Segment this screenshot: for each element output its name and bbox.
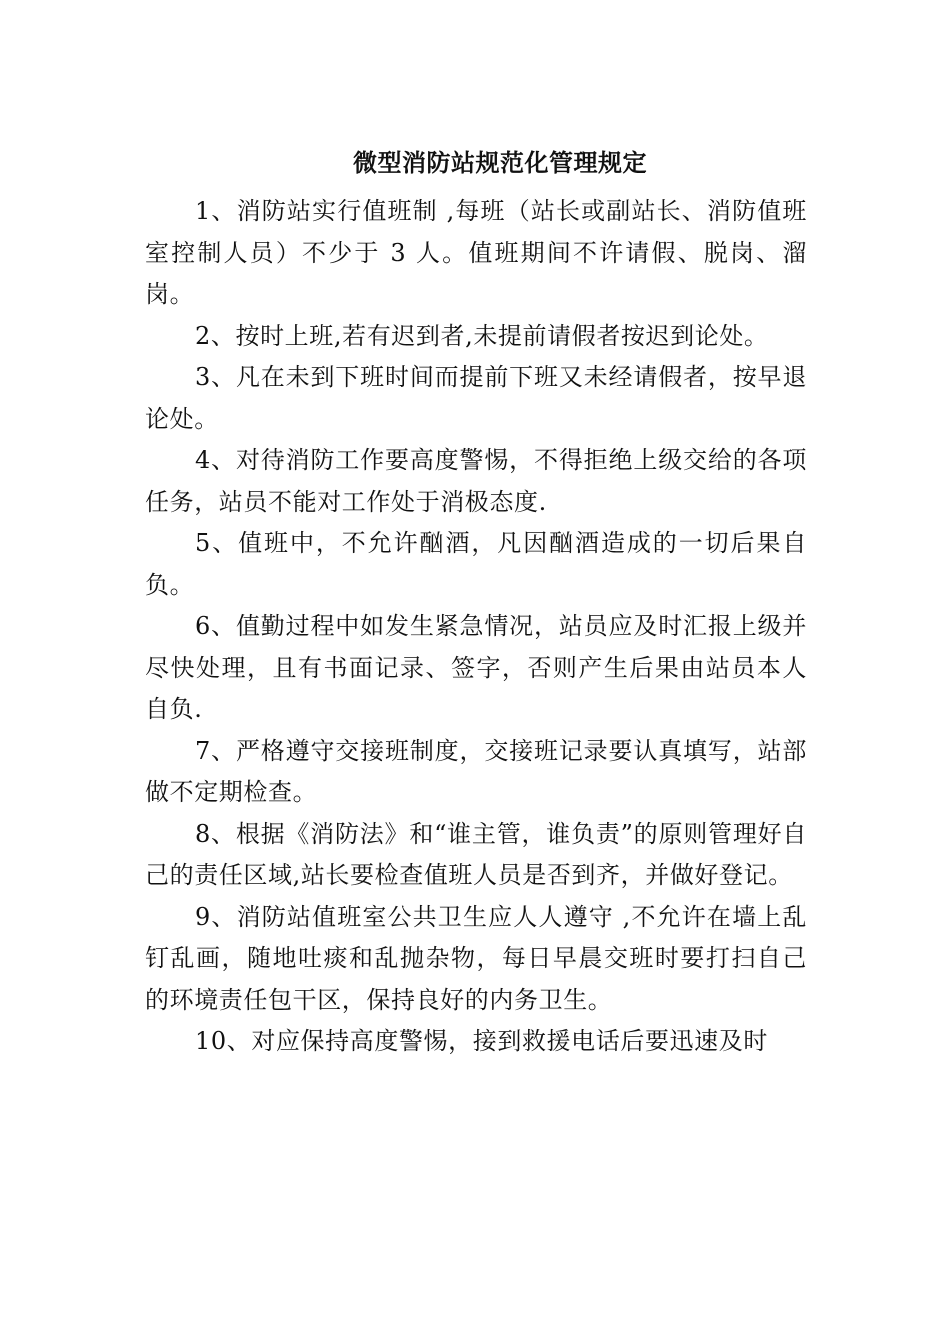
- paragraph-10: 10、对应保持高度警惕，接到救援电话后要迅速及时: [195, 1027, 768, 1055]
- document-title: 微型消防站规范化管理规定: [353, 148, 647, 177]
- paragraph-8: 8、根据《消防法》和“谁主管，谁负责”的原则管理好自己的责任区域,站长要检查值班人员是否到齐，并做好登记。: [145, 819, 807, 889]
- paragraph-7: 7、严格遵守交接班制度，交接班记录要认真填写，站部做不定期检查。: [145, 736, 807, 806]
- paragraph-2: 2、按时上班,若有迟到者,未提前请假者按迟到论处。: [195, 321, 769, 350]
- paragraph-4: 4、对待消防工作要高度警惕，不得拒绝上级交给的各项任务，站员不能对工作处于消极态度.: [145, 446, 807, 516]
- paragraph-5: 5、值班中，不允许酗酒，凡因酗酒造成的一切后果自负。: [145, 529, 807, 599]
- paragraph-6: 6、值勤过程中如发生紧急情况，站员应及时汇报上级并尽快处理，且有书面记录、签字，否则产生后果由站员本人自负.: [145, 612, 807, 723]
- paragraph-9: 9、消防站值班室公共卫生应人人遵守 ,不允许在墙上乱钉乱画，随地吐痰和乱抛杂物，每日早晨交班时要打扫自己的环境责任包干区，保持良好的内务卫生。: [145, 902, 807, 1014]
- document-body: [145, 191, 807, 1063]
- paragraph-1: 1、消防站实行值班制 ,每班（站长或副站长、消防值班室控制人员）不少于 3 人。值班期间不许请假、脱岗、溜岗。: [145, 197, 807, 308]
- paragraph-3: 3、凡在未到下班时间而提前下班又未经请假者，按早退论处。: [145, 363, 807, 433]
